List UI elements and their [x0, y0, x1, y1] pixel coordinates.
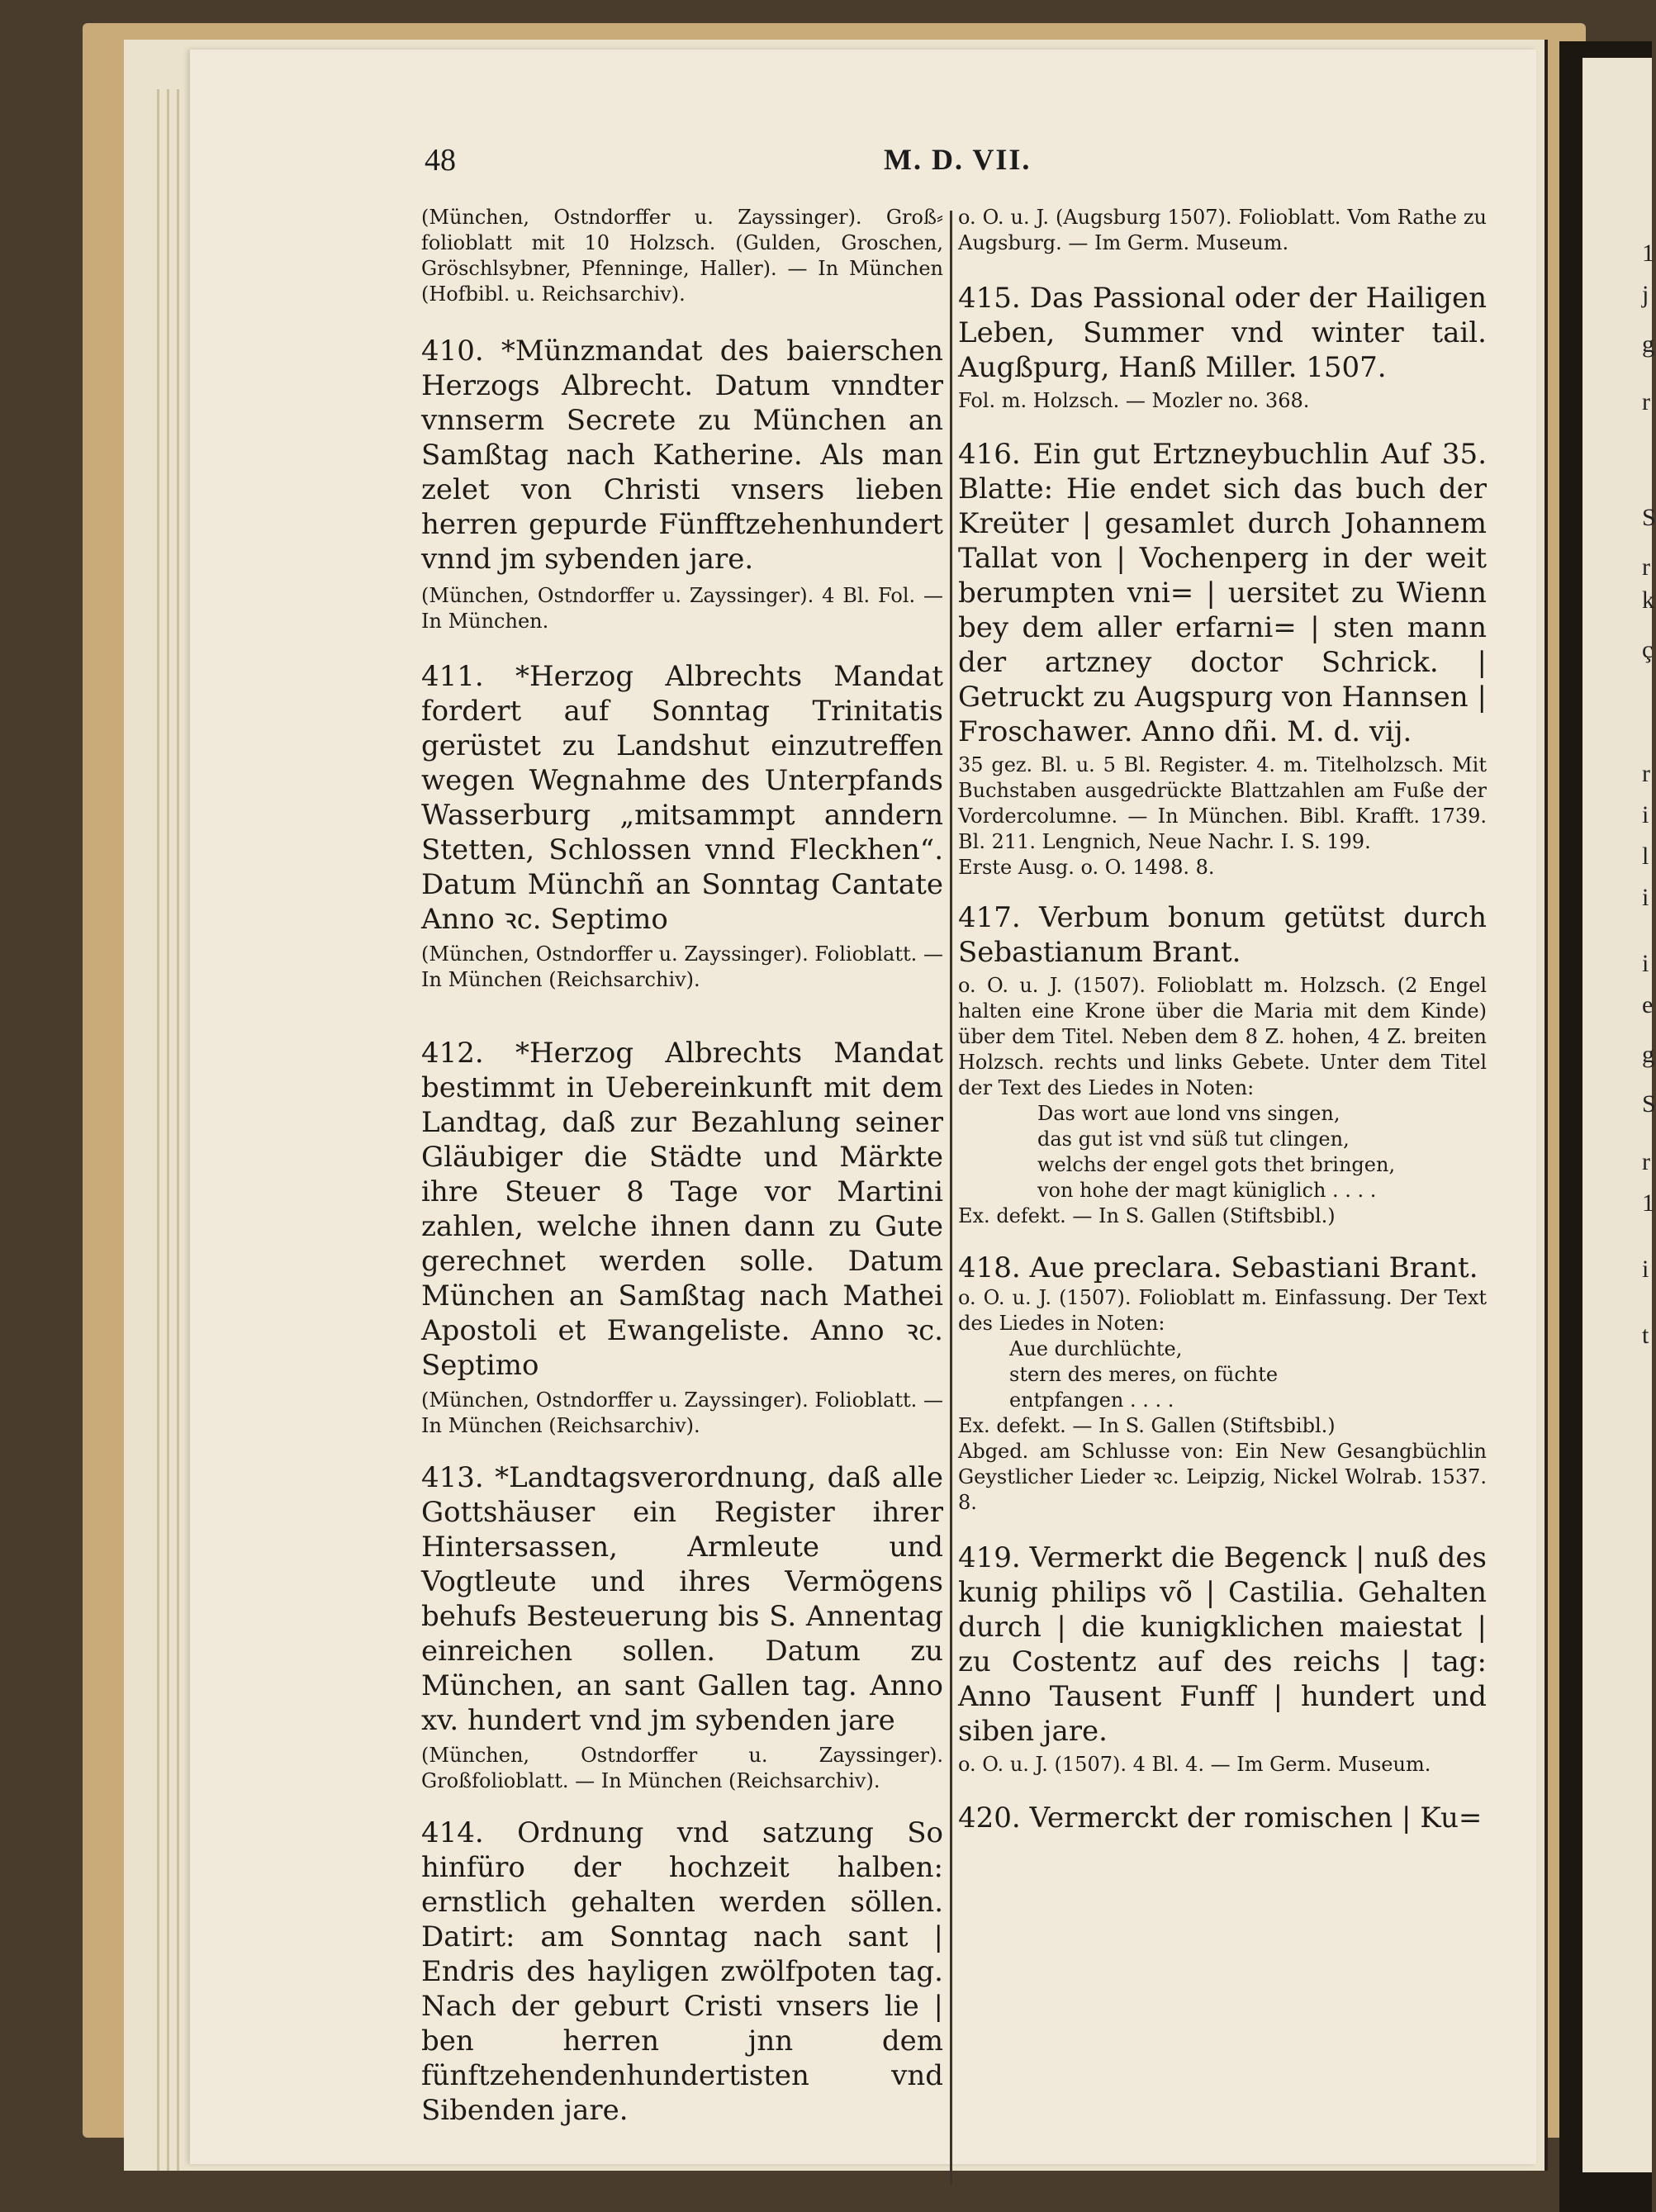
entry-412-title: 412. *Herzog Albrechts Mandat bestimmt in Uebereinkunft mit dem Landtag, daß zur Bezahlung seiner Gläubiger die Städte und Märkte ihre Steuer 8 Tage vor Martini zahlen, welche ihnen dann zu Gute gerechnet werden solle. Datum München an Samßtag nach Mathei Apostoli et Ewangeliste. Anno ꝛc. Septimo: [421, 1037, 943, 1382]
entry-411-note: (München, Ostndorffer u. Zayssinger). Folioblatt. — In München (Reichsarchiv).: [421, 942, 943, 991]
facing-page-glyph: k: [1642, 586, 1654, 614]
right-column: [958, 205, 1487, 1835]
entry-410-note: (München, Ostndorffer u. Zayssinger). 4 Bl. Fol. — In München.: [421, 584, 943, 633]
entry-417-end: Ex. defekt. — In S. Gallen (Stiftsbibl.): [958, 1204, 1336, 1227]
song-line: entpfangen . . . .: [1009, 1388, 1174, 1412]
song-line: das gut ist vnd süß tut clingen,: [1037, 1127, 1350, 1151]
song-line: Aue durchlüchte,: [1009, 1337, 1183, 1360]
entry-414-title: 414. Ordnung vnd satzung So hinfüro der hochzeit halben: ernstlich gehalten werden söllen. Datirt: am Sonntag nach sant | Endris des hayligen zwölfpoten tag. Nach der geburt Cristi vnsers lie | ben herren jnn dem fünftzehendenhundertisten vnd Sibenden jare.: [421, 1816, 943, 2127]
entry-417-title: 417. Verbum bonum getütst durch Sebastianum Brant.: [958, 901, 1487, 969]
entry-416-title: 416. Ein gut Ertzneybuchlin Auf 35. Blatte: Hie endet sich das buch der Kreüter | gesamlet durch Johannem Tallat von | Vochenperg in der weit berumpten vni= | uersitet zu Wienn bey dem aller erfarni= | sten mann der artzney doctor Schrick. | Getruckt zu Augspurg von Hannsen | Froschawer. Anno dñi. M. d. vij.: [958, 438, 1487, 748]
leaf-edge: [157, 89, 159, 2171]
leaf-edge: [177, 89, 179, 2171]
facing-page-glyph: r: [1642, 388, 1650, 415]
facing-page-edge: [1582, 58, 1656, 2172]
continued-note: (München, Ostndorffer u. Zayssinger). Groß⸗folioblatt mit 10 Holzsch. (Gulden, Groschen, Gröschlsybner, Pfenninge, Haller). — In München (Hofbibl. u. Reichsarchiv).: [421, 206, 943, 306]
entry-418-title: 418. Aue preclara. Sebastiani Brant.: [958, 1251, 1478, 1284]
facing-page-glyph: i: [1642, 950, 1649, 977]
facing-page-glyph: l: [1642, 843, 1649, 870]
facing-page-glyph: j: [1642, 281, 1649, 308]
entry-416-note-2: Erste Ausg. o. O. 1498. 8.: [958, 856, 1215, 879]
facing-page-glyph: r: [1642, 760, 1650, 787]
facing-page-glyph: ç: [1642, 636, 1654, 663]
song-line: stern des meres, on füchte: [1009, 1363, 1279, 1386]
facing-page-glyph: S: [1642, 1090, 1656, 1118]
facing-page-glyph: g: [1642, 330, 1654, 358]
facing-page-glyph: i: [1642, 884, 1649, 911]
entry-416-note: 35 gez. Bl. u. 5 Bl. Register. 4. m. Titelholzsch. Mit Buchstaben ausgedrückte Blattzahlen am Fuße der Vordercolumne. — In München. Bibl. Krafft. 1739. Bl. 211. Lengnich, Neue Nachr. I. S. 199.: [958, 753, 1487, 853]
entry-417-song: [958, 1101, 1487, 1203]
entry-413-title: 413. *Landtagsverordnung, daß alle Gottshäuser ein Register ihrer Hintersassen, Armleute und Vogtleute und ihres Vermögens behufs Besteuerung bis S. Annentag einreichen sollen. Datum zu München, an sant Gallen tag. Anno xv. hundert vnd jm sybenden jare: [421, 1461, 943, 1737]
page-header: [425, 142, 1523, 192]
entry-419-title: 419. Vermerkt die Begenck | nuß des kunig philips võ | Castilia. Gehalten durch | die kunigklichen maiestat | zu Costentz auf des reichs | tag: Anno Tausent Funff | hundert und siben jare.: [958, 1541, 1487, 1748]
continued-note: o. O. u. J. (Augsburg 1507). Folioblatt. Vom Rathe zu Augsburg. — Im Germ. Museum.: [958, 206, 1487, 254]
entry-415-note: Fol. m. Holzsch. — Mozler no. 368.: [958, 389, 1310, 412]
left-column: [421, 205, 943, 2128]
entry-412-note: (München, Ostndorffer u. Zayssinger). Folioblatt. — In München (Reichsarchiv).: [421, 1388, 943, 1437]
entry-410-title: 410. *Münzmandat des baierschen Herzogs Albrecht. Datum vnndter vnnserm Secrete zu München an Samßtag nach Katherine. Als man zelet von Christi vnsers lieben herren gepurde Fünfftzehenhundert vnnd jm sybenden jare.: [421, 335, 943, 576]
facing-page-glyph: 1: [1642, 240, 1654, 267]
song-line: Das wort aue lond vns singen,: [1037, 1102, 1340, 1125]
leaf-edge: [167, 89, 169, 2171]
entry-418-end: Ex. defekt. — In S. Gallen (Stiftsbibl.): [958, 1414, 1336, 1437]
running-title: M. D. VII.: [884, 143, 1032, 176]
entry-420-title: 420. Vermerckt der romischen | Ku=: [958, 1801, 1483, 1835]
facing-page-glyph: S: [1642, 504, 1656, 531]
facing-page-glyph: i: [1642, 1256, 1649, 1283]
page-number: 48: [425, 143, 456, 178]
entry-415-title: 415. Das Passional oder der Hailigen Leben, Summer vnd winter tail. Augßpurg, Hanß Miller. 1507.: [958, 282, 1487, 384]
facing-page-glyph: r: [1642, 553, 1650, 581]
column-rule: [950, 211, 952, 2185]
entry-418-reprint: Abged. am Schlusse von: Ein New Gesangbüchlin Geystlicher Lieder ꝛc. Leipzig, Nickel Wolrab. 1537. 8.: [958, 1440, 1487, 1514]
entry-418-song: [958, 1336, 1487, 1413]
facing-page-glyph: t: [1642, 1322, 1649, 1349]
entry-418-note: o. O. u. J. (1507). Folioblatt m. Einfassung. Der Text des Liedes in Noten:: [958, 1286, 1487, 1335]
entry-413-note: (München, Ostndorffer u. Zayssinger). Großfolioblatt. — In München (Reichsarchiv).: [421, 1744, 943, 1792]
song-line: von hohe der magt küniglich . . . .: [1037, 1179, 1377, 1202]
entry-419-note: o. O. u. J. (1507). 4 Bl. 4. — Im Germ. Museum.: [958, 1753, 1431, 1776]
song-line: welchs der engel gots thet bringen,: [1037, 1153, 1396, 1176]
facing-page-glyph: e: [1642, 991, 1654, 1018]
facing-page-glyph: i: [1642, 801, 1649, 828]
facing-page-glyph: g: [1642, 1041, 1654, 1068]
entry-417-note: o. O. u. J. (1507). Folioblatt m. Holzsch. (2 Engel halten eine Krone über die Maria mit dem Kinde) über dem Titel. Neben dem 8 Z. hohen, 4 Z. breiten Holzsch. rechts und links Gebete. Unter dem Titel der Text des Liedes in Noten:: [958, 974, 1487, 1099]
facing-page-glyph: r: [1642, 1148, 1650, 1175]
facing-page-glyph: 1: [1642, 1189, 1654, 1217]
entry-411-title: 411. *Herzog Albrechts Mandat fordert auf Sonntag Trinitatis gerüstet zu Landshut einzutreffen wegen Wegnahme des Unterpfands Wasserburg „mitsammpt anndern Stetten, Schlossen vnnd Fleckhen“. Datum Münchñ an Sonntag Cantate Anno ꝛc. Septimo: [421, 660, 943, 936]
